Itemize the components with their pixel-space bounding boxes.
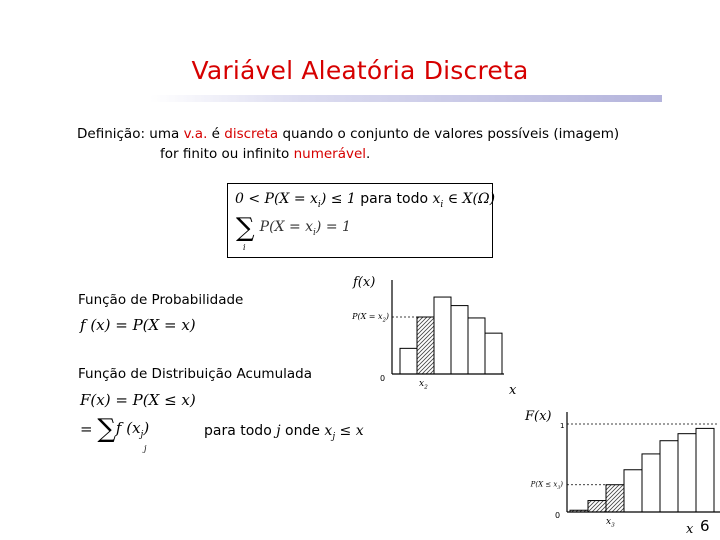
cdf-highlight-label: $x_3$ (606, 517, 615, 529)
cdf-origin-label: 0 (555, 511, 561, 520)
definition-prefix: Definição: uma (77, 126, 184, 142)
cdf-label: Função de Distribuição Acumulada (78, 366, 312, 382)
cdf-condition: para todo j onde $x_j \le x$ (204, 423, 364, 442)
cdf-chart (524, 409, 720, 537)
pmf-bar (468, 318, 485, 374)
sum-expr: $P(X = x_i) = 1$ (259, 218, 351, 238)
definition-line2-suffix: . (366, 146, 371, 162)
pmf-bar (485, 333, 502, 374)
definition-mid1: é (207, 126, 225, 142)
cdf-x-axis-label: x (686, 522, 694, 537)
probability-function-label: Função de Probabilidade (78, 292, 244, 308)
sigma-symbol: ∑ (236, 213, 255, 243)
cdf-bar (678, 434, 696, 512)
pmf-y-axis-label: f(x) (353, 275, 376, 290)
pmf-origin-label: 0 (380, 374, 386, 383)
cdf-sum-term: f $(x_j)$ (115, 418, 150, 440)
cdf-bar (588, 501, 606, 512)
cdf-bar (606, 485, 624, 512)
bounds-text: para todo (355, 191, 433, 207)
pmf-bar (451, 306, 468, 374)
cdf-formula-line1: F(x) = P(X ≤ x) (80, 391, 196, 409)
pmf-bar (400, 348, 417, 374)
bounds-var: $x_i$ ∈ X(Ω) (432, 191, 496, 210)
probability-chart (351, 275, 517, 398)
cdf-sigma-symbol: ∑ (97, 414, 116, 444)
cdf-top-label: 1 (560, 422, 565, 430)
bounds-expr: $0 < P(X = x_i) \le 1$ (235, 191, 356, 210)
slide-title: Variável Aleatória Discreta (191, 56, 529, 85)
term-numeravel: numerável (293, 146, 367, 162)
probability-function-formula: f (x) = P(X = x) (80, 316, 196, 334)
term-discreta: discreta (224, 126, 279, 142)
cdf-bar (642, 454, 660, 512)
cdf-bar (696, 428, 714, 512)
pmf-x-axis-label: x (509, 383, 517, 398)
cdf-reference-label: $P(X \le x_3)$ (530, 480, 563, 491)
definition-line2-prefix: for finito ou infinito (160, 146, 294, 162)
cdf-sum-index: j (144, 444, 147, 453)
pmf-highlight-label: $x_2$ (419, 379, 428, 391)
cdf-y-axis-label: F(x) (525, 409, 552, 424)
cdf-bar (624, 470, 642, 512)
pmf-reference-label: $P(X = x_2)$ (352, 312, 389, 324)
sum-index: i (243, 243, 246, 252)
pmf-bar (417, 317, 434, 374)
page-number: 6 (700, 517, 710, 535)
cdf-bar (660, 441, 678, 512)
pmf-bar (434, 297, 451, 374)
cdf-equals: = (80, 420, 98, 438)
definition-mid2: quando o conjunto de valores possíveis (imagem) (278, 126, 620, 142)
term-va: v.a. (183, 126, 208, 142)
